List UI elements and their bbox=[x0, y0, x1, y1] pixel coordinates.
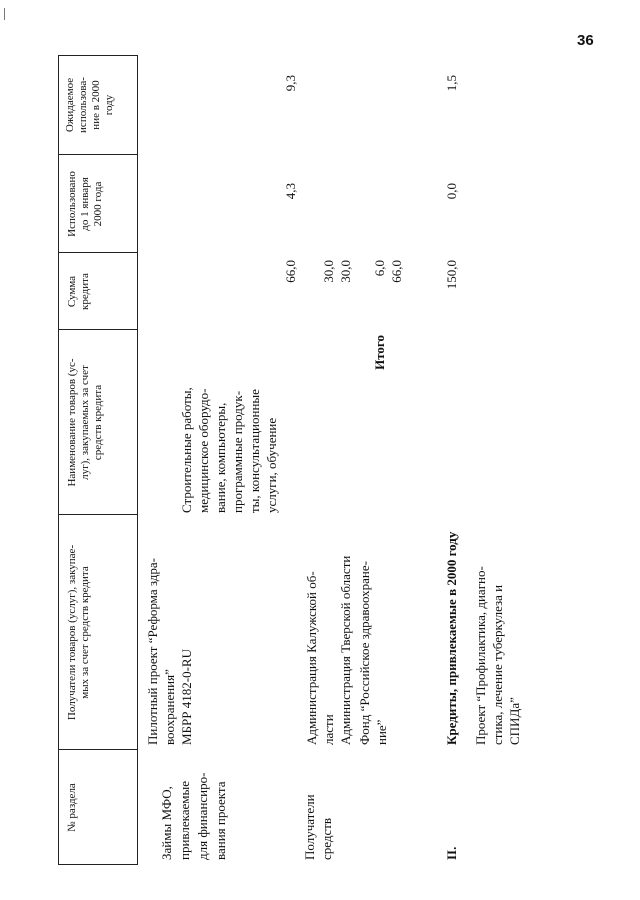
header-divider bbox=[137, 55, 138, 865]
section-loans: Займы МФО, привлекаемые для финансиро- вания проекта bbox=[159, 772, 228, 860]
section-recipients: Получатели средств bbox=[302, 794, 334, 860]
credits-sum: 150,0 bbox=[444, 260, 459, 290]
header-goods: Наименование товаров (ус- луг), закупаемых за счет средств кредита bbox=[66, 358, 104, 487]
header-section: № раздела bbox=[66, 783, 78, 832]
tb-aids-project: Проект “Профилактика, диагно- стика, лечение туберкулеза и СПИДа” bbox=[473, 566, 522, 745]
rotated-table bbox=[58, 35, 618, 865]
recipient-fund: Фонд “Российское здравоохране- ние” bbox=[357, 561, 389, 745]
sum-tver: 30,0 bbox=[338, 260, 353, 283]
recipient-kaluga: Администрация Калужской об- ласти bbox=[304, 571, 336, 745]
header-used: Использовано до 1 января 2000 года bbox=[66, 171, 104, 237]
goods-list: Строительные работы, медицинское оборудо- вание, компьютеры, программные продук- ты, консультационные услуги, обучение bbox=[179, 387, 279, 513]
page-number: 36 bbox=[577, 32, 594, 49]
pilot-project: Пилотный проект “Реформа здра- воохранения” МБРР 4182-0-RU bbox=[145, 558, 194, 745]
header-expected: Ожидаемое использова- ние в 2000 году bbox=[64, 77, 115, 133]
sum-kaluga: 30,0 bbox=[321, 260, 336, 283]
header-recipients: Получатели товаров (услуг), закупае- мых за счет средств кредита bbox=[66, 544, 91, 721]
section-two: II. bbox=[444, 846, 459, 860]
loan-sum: 66,0 bbox=[283, 260, 298, 283]
scan-mark bbox=[4, 8, 5, 20]
credits-expected: 1,5 bbox=[444, 75, 459, 92]
credits-2000-title: Кредиты, привлекаемые в 2000 году bbox=[444, 531, 459, 745]
sum-fund: 6,0 bbox=[372, 260, 387, 277]
header-sum: Сумма кредита bbox=[66, 273, 91, 310]
recipient-tver: Администрация Тверской области bbox=[338, 555, 353, 745]
total-label: Итого bbox=[372, 335, 387, 370]
credits-used: 0,0 bbox=[444, 183, 459, 200]
expected-amount: 9,3 bbox=[283, 75, 298, 92]
used-amount: 4,3 bbox=[283, 183, 298, 200]
total-sum: 66,0 bbox=[389, 260, 404, 283]
